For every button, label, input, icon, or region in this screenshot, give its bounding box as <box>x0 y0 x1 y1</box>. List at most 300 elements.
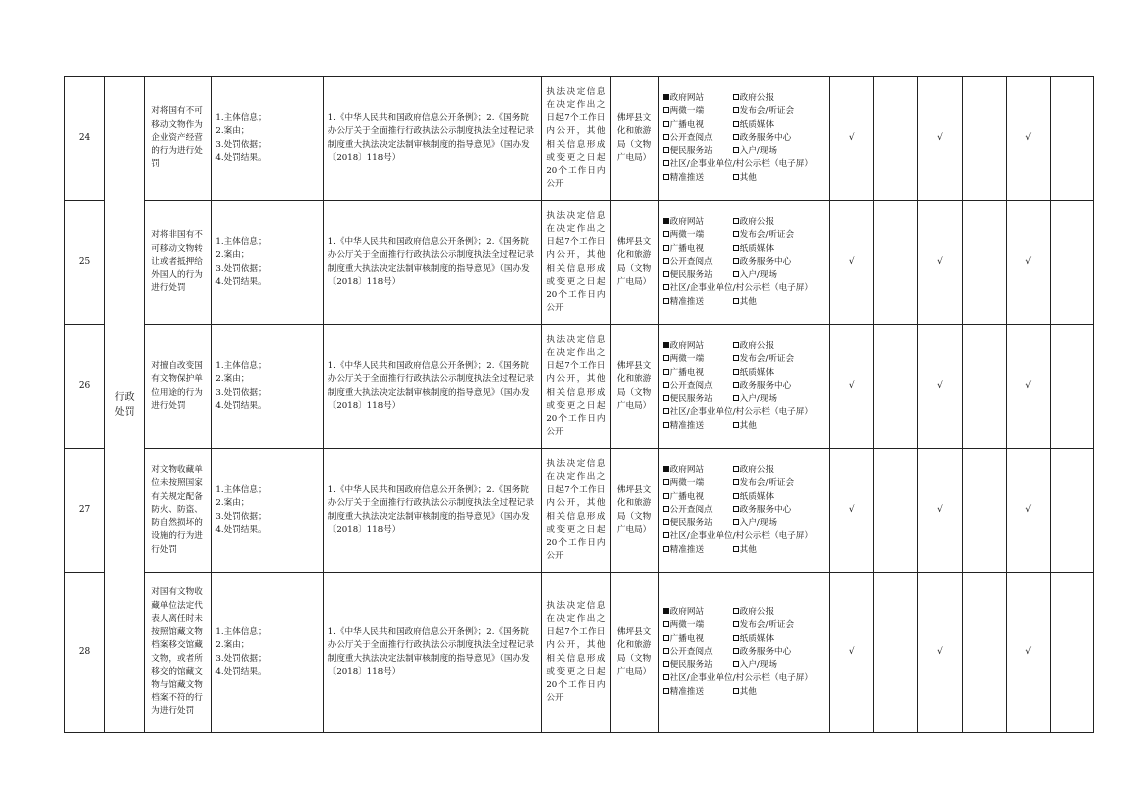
check-cell <box>1050 573 1093 733</box>
channel-line <box>663 353 828 366</box>
content-line: 3.处罚依据； <box>215 511 267 522</box>
channel-line <box>663 380 828 393</box>
channel-label: 发布会/听证会 <box>739 106 795 117</box>
channel-label: 政务服务中心 <box>739 256 792 267</box>
subject-cell: 对国有文物收藏单位法定代表人离任时未按照馆藏文物档案移交馆藏文物，或者所移交的馆藏文物与馆藏文物档案不符的行为进行处罚 <box>145 573 212 733</box>
channel-line <box>663 269 828 282</box>
channel-line <box>663 256 828 269</box>
channel-label: 政府公报 <box>739 93 775 104</box>
empty-box-icon <box>663 621 669 627</box>
table-body <box>65 77 1094 733</box>
empty-box-icon <box>733 661 739 667</box>
check-cell: √ <box>918 449 962 573</box>
channel-option <box>663 353 733 366</box>
empty-box-icon <box>733 121 739 127</box>
check-cell: √ <box>830 449 874 573</box>
table-row <box>65 325 1094 449</box>
channel-option <box>663 672 813 685</box>
channel-label: 其他 <box>739 544 757 555</box>
empty-box-icon <box>663 519 669 525</box>
empty-box-icon <box>733 134 739 140</box>
empty-box-icon <box>663 298 669 304</box>
channel-option <box>663 659 733 672</box>
channel-line <box>663 504 828 517</box>
content-line: 3.处罚依据； <box>215 263 267 274</box>
channel-label: 精准推送 <box>669 172 705 183</box>
channel-label: 发布会/听证会 <box>739 354 795 365</box>
channel-label: 入户/现场 <box>739 270 777 281</box>
check-cell <box>962 77 1006 201</box>
channel-line <box>663 659 828 672</box>
channel-line <box>663 633 828 646</box>
channel-label: 发布会/听证会 <box>739 230 795 241</box>
channel-option <box>663 119 733 132</box>
subject-cell: 对将国有不可移动文物作为企业资产经营的行为进行处罚 <box>145 77 212 201</box>
channel-cell <box>658 201 830 325</box>
channel-option <box>663 340 733 353</box>
empty-box-icon <box>733 245 739 251</box>
channel-label: 精准推送 <box>669 544 705 555</box>
channel-option <box>663 646 733 659</box>
checked-box-icon <box>663 466 669 472</box>
channel-option <box>663 393 733 406</box>
content-line: 2.案由； <box>215 126 250 137</box>
empty-box-icon <box>663 231 669 237</box>
channel-label: 政府网站 <box>669 93 705 104</box>
channel-label: 其他 <box>739 172 757 183</box>
channel-option <box>663 92 733 105</box>
channel-option <box>733 464 774 477</box>
empty-box-icon <box>733 688 739 694</box>
basis-cell: 1.《中华人民共和国政府信息公开条例》；2.《国务院办公厅关于全面推行行政执法公示制度执法全过程记录制度重大执法决定法制审核制度的指导意见》（国办发〔2018〕118号） <box>323 77 542 201</box>
content-cell <box>212 77 323 201</box>
department-cell: 佛坪县文化和旅游局（文物广电局） <box>610 201 658 325</box>
channel-option <box>733 269 777 282</box>
channel-label: 政府网站 <box>669 341 705 352</box>
channel-option <box>663 544 733 557</box>
time-limit-cell: 执法决定信息在决定作出之日起7个工作日内公开，其他相关信息形成或变更之日起20个工作日内公开 <box>542 325 610 449</box>
channel-option <box>733 367 774 380</box>
channel-option <box>663 477 733 490</box>
channel-option <box>733 477 794 490</box>
empty-box-icon <box>733 342 739 348</box>
basis-cell: 1.《中华人民共和国政府信息公开条例》；2.《国务院办公厅关于全面推行行政执法公示制度执法全过程记录制度重大执法决定法制审核制度的指导意见》（国办发〔2018〕118号） <box>323 201 542 325</box>
table-row <box>65 77 1094 201</box>
channel-label: 公开查阅点 <box>669 504 713 515</box>
channel-label: 政府公报 <box>739 465 775 476</box>
channel-option <box>733 296 757 309</box>
channel-option <box>733 172 757 185</box>
channel-label: 入户/现场 <box>739 146 777 157</box>
empty-box-icon <box>663 271 669 277</box>
channel-label: 便民服务站 <box>669 146 713 157</box>
channel-option <box>663 229 733 242</box>
row-number: 26 <box>65 325 105 449</box>
content-line: 1.主体信息； <box>215 113 267 124</box>
empty-box-icon <box>663 674 669 680</box>
channel-label: 政府公报 <box>739 341 775 352</box>
channel-label: 精准推送 <box>669 296 705 307</box>
channel-label: 入户/现场 <box>739 660 777 671</box>
check-cell: √ <box>918 325 962 449</box>
checked-box-icon <box>663 608 669 614</box>
check-cell: √ <box>1006 201 1050 325</box>
empty-box-icon <box>663 121 669 127</box>
check-cell <box>874 77 918 201</box>
empty-box-icon <box>733 608 739 614</box>
channel-option <box>733 145 777 158</box>
check-cell: √ <box>830 201 874 325</box>
empty-box-icon <box>663 493 669 499</box>
channel-label: 纸质媒体 <box>739 633 775 644</box>
check-cell <box>1050 449 1093 573</box>
department-cell: 佛坪县文化和旅游局（文物广电局） <box>610 449 658 573</box>
channel-option <box>733 119 774 132</box>
channel-label: 便民服务站 <box>669 518 713 529</box>
check-cell <box>874 201 918 325</box>
channel-label: 两微一端 <box>669 230 705 241</box>
check-cell <box>1050 325 1093 449</box>
check-cell: √ <box>918 573 962 733</box>
channel-option <box>663 367 733 380</box>
channel-option <box>733 504 792 517</box>
checked-box-icon <box>663 94 669 100</box>
channel-option <box>663 517 733 530</box>
empty-box-icon <box>663 382 669 388</box>
channel-line <box>663 216 828 229</box>
content-line: 2.案由； <box>215 498 250 509</box>
channel-label: 便民服务站 <box>669 660 713 671</box>
channel-option <box>663 269 733 282</box>
row-number: 27 <box>65 449 105 573</box>
check-cell: √ <box>1006 449 1050 573</box>
content-line: 1.主体信息； <box>215 361 267 372</box>
channel-label: 纸质媒体 <box>739 367 775 378</box>
channel-label: 政府网站 <box>669 607 705 618</box>
channel-option <box>733 216 774 229</box>
content-line: 1.主体信息； <box>215 237 267 248</box>
channel-option <box>663 606 733 619</box>
table-row <box>65 449 1094 573</box>
channel-option <box>663 380 733 393</box>
channel-line <box>663 243 828 256</box>
check-cell: √ <box>830 573 874 733</box>
empty-box-icon <box>663 107 669 113</box>
channel-label: 政府公报 <box>739 217 775 228</box>
channel-label: 社区/企事业单位/村公示栏（电子屏） <box>669 159 813 170</box>
empty-box-icon <box>663 506 669 512</box>
basis-cell: 1.《中华人民共和国政府信息公开条例》；2.《国务院办公厅关于全面推行行政执法公示制度执法全过程记录制度重大执法决定法制审核制度的指导意见》（国办发〔2018〕118号） <box>323 573 542 733</box>
empty-box-icon <box>663 147 669 153</box>
channel-option <box>663 105 733 118</box>
content-line: 1.主体信息； <box>215 485 267 496</box>
channel-line <box>663 619 828 632</box>
channel-label: 社区/企事业单位/村公示栏（电子屏） <box>669 673 813 684</box>
content-cell <box>212 325 323 449</box>
content-line: 4.处罚结果。 <box>215 666 267 677</box>
channel-label: 政务服务中心 <box>739 380 792 391</box>
channel-option <box>663 619 733 632</box>
row-number: 25 <box>65 201 105 325</box>
channel-label: 广播电视 <box>669 491 705 502</box>
empty-box-icon <box>733 519 739 525</box>
channel-label: 社区/企事业单位/村公示栏（电子屏） <box>669 283 813 294</box>
empty-box-icon <box>663 284 669 290</box>
check-cell <box>874 449 918 573</box>
content-line: 4.处罚结果。 <box>215 524 267 535</box>
channel-label: 便民服务站 <box>669 270 713 281</box>
checked-box-icon <box>663 342 669 348</box>
empty-box-icon <box>663 174 669 180</box>
channel-label: 公开查阅点 <box>669 646 713 657</box>
channel-label: 公开查阅点 <box>669 132 713 143</box>
empty-box-icon <box>663 532 669 538</box>
channel-label: 便民服务站 <box>669 394 713 405</box>
channel-line <box>663 296 828 309</box>
channel-line <box>663 172 828 185</box>
channel-option <box>663 296 733 309</box>
channel-cell <box>658 325 830 449</box>
channel-label: 社区/企事业单位/村公示栏（电子屏） <box>669 531 813 542</box>
channel-label: 其他 <box>739 420 757 431</box>
channel-label: 广播电视 <box>669 243 705 254</box>
channel-label: 其他 <box>739 686 757 697</box>
empty-box-icon <box>733 107 739 113</box>
time-limit-cell: 执法决定信息在决定作出之日起7个工作日内公开，其他相关信息形成或变更之日起20个工作日内公开 <box>542 573 610 733</box>
content-cell <box>212 449 323 573</box>
channel-option <box>733 659 777 672</box>
check-cell <box>1050 77 1093 201</box>
content-line: 2.案由； <box>215 374 250 385</box>
empty-box-icon <box>663 395 669 401</box>
channel-line <box>663 686 828 699</box>
check-cell: √ <box>1006 573 1050 733</box>
channel-option <box>733 517 777 530</box>
empty-box-icon <box>733 648 739 654</box>
channel-label: 社区/企事业单位/村公示栏（电子屏） <box>669 407 813 418</box>
channel-option <box>663 132 733 145</box>
channel-option <box>663 406 813 419</box>
empty-box-icon <box>663 422 669 428</box>
channel-option <box>733 491 774 504</box>
content-line: 3.处罚依据； <box>215 387 267 398</box>
table-row <box>65 201 1094 325</box>
channel-option <box>733 132 792 145</box>
channel-line <box>663 367 828 380</box>
check-cell <box>874 573 918 733</box>
checked-box-icon <box>663 218 669 224</box>
empty-box-icon <box>733 621 739 627</box>
channel-option <box>663 464 733 477</box>
channel-label: 精准推送 <box>669 686 705 697</box>
empty-box-icon <box>733 546 739 552</box>
channel-line <box>663 646 828 659</box>
channel-option <box>733 243 774 256</box>
empty-box-icon <box>663 688 669 694</box>
check-cell <box>962 201 1006 325</box>
time-limit-cell: 执法决定信息在决定作出之日起7个工作日内公开，其他相关信息形成或变更之日起20个工作日内公开 <box>542 77 610 201</box>
empty-box-icon <box>733 479 739 485</box>
channel-line <box>663 530 828 543</box>
channel-line <box>663 477 828 490</box>
empty-box-icon <box>733 355 739 361</box>
channel-line <box>663 420 828 433</box>
channel-option <box>733 619 794 632</box>
channel-option <box>663 686 733 699</box>
empty-box-icon <box>733 395 739 401</box>
channel-label: 两微一端 <box>669 354 705 365</box>
channel-option <box>663 491 733 504</box>
channel-cell <box>658 573 830 733</box>
channel-line <box>663 672 828 685</box>
empty-box-icon <box>663 479 669 485</box>
channel-option <box>733 105 794 118</box>
channel-option <box>663 530 813 543</box>
channel-line <box>663 606 828 619</box>
check-cell: √ <box>830 325 874 449</box>
channel-label: 广播电视 <box>669 633 705 644</box>
department-cell: 佛坪县文化和旅游局（文物广电局） <box>610 77 658 201</box>
channel-line <box>663 544 828 557</box>
basis-cell: 1.《中华人民共和国政府信息公开条例》；2.《国务院办公厅关于全面推行行政执法公示制度执法全过程记录制度重大执法决定法制审核制度的指导意见》（国办发〔2018〕118号） <box>323 325 542 449</box>
channel-option <box>733 92 774 105</box>
channel-line <box>663 340 828 353</box>
department-cell: 佛坪县文化和旅游局（文物广电局） <box>610 573 658 733</box>
empty-box-icon <box>663 369 669 375</box>
content-line: 3.处罚依据； <box>215 139 267 150</box>
empty-box-icon <box>663 408 669 414</box>
channel-line <box>663 145 828 158</box>
channel-label: 发布会/听证会 <box>739 478 795 489</box>
channel-label: 两微一端 <box>669 106 705 117</box>
channel-line <box>663 92 828 105</box>
empty-box-icon <box>733 298 739 304</box>
content-line: 4.处罚结果。 <box>215 152 267 163</box>
channel-option <box>663 420 733 433</box>
empty-box-icon <box>733 382 739 388</box>
subject-cell: 对擅自改变国有文物保护单位用途的行为进行处罚 <box>145 325 212 449</box>
subject-cell: 对将非国有不可移动文物转让或者抵押给外国人的行为进行处罚 <box>145 201 212 325</box>
check-cell: √ <box>918 77 962 201</box>
channel-label: 政府网站 <box>669 217 705 228</box>
channel-label: 广播电视 <box>669 367 705 378</box>
channel-option <box>663 145 733 158</box>
channel-cell <box>658 449 830 573</box>
empty-box-icon <box>733 231 739 237</box>
channel-label: 公开查阅点 <box>669 380 713 391</box>
empty-box-icon <box>733 218 739 224</box>
channel-label: 其他 <box>739 296 757 307</box>
channel-option <box>733 686 757 699</box>
empty-box-icon <box>733 493 739 499</box>
channel-label: 纸质媒体 <box>739 119 775 130</box>
empty-box-icon <box>733 369 739 375</box>
empty-box-icon <box>733 94 739 100</box>
channel-option <box>663 282 813 295</box>
empty-box-icon <box>663 635 669 641</box>
channel-label: 纸质媒体 <box>739 491 775 502</box>
empty-box-icon <box>663 160 669 166</box>
channel-option <box>733 353 794 366</box>
empty-box-icon <box>733 506 739 512</box>
channel-label: 两微一端 <box>669 620 705 631</box>
channel-line <box>663 406 828 419</box>
empty-box-icon <box>663 661 669 667</box>
content-line: 1.主体信息； <box>215 627 267 638</box>
channel-label: 广播电视 <box>669 119 705 130</box>
channel-option <box>733 633 774 646</box>
check-cell: √ <box>1006 77 1050 201</box>
content-cell <box>212 201 323 325</box>
channel-line <box>663 517 828 530</box>
channel-option <box>663 172 733 185</box>
empty-box-icon <box>663 648 669 654</box>
channel-option <box>663 243 733 256</box>
row-number: 28 <box>65 573 105 733</box>
channel-label: 纸质媒体 <box>739 243 775 254</box>
empty-box-icon <box>663 258 669 264</box>
check-cell <box>962 325 1006 449</box>
check-cell: √ <box>830 77 874 201</box>
empty-box-icon <box>663 134 669 140</box>
channel-line <box>663 393 828 406</box>
channel-line <box>663 119 828 132</box>
channel-line <box>663 491 828 504</box>
channel-option <box>733 393 777 406</box>
channel-label: 政务服务中心 <box>739 646 792 657</box>
disclosure-table <box>64 76 1094 733</box>
channel-option <box>733 420 757 433</box>
channel-cell <box>658 77 830 201</box>
channel-option <box>663 216 733 229</box>
channel-line <box>663 282 828 295</box>
channel-line <box>663 158 828 171</box>
time-limit-cell: 执法决定信息在决定作出之日起7个工作日内公开，其他相关信息形成或变更之日起20个工作日内公开 <box>542 449 610 573</box>
category-cell: 行政 处罚 <box>105 77 145 733</box>
channel-label: 公开查阅点 <box>669 256 713 267</box>
row-number: 24 <box>65 77 105 201</box>
channel-label: 政务服务中心 <box>739 504 792 515</box>
channel-label: 发布会/听证会 <box>739 620 795 631</box>
channel-option <box>733 380 792 393</box>
channel-line <box>663 464 828 477</box>
check-cell <box>962 449 1006 573</box>
channel-label: 入户/现场 <box>739 518 777 529</box>
subject-cell: 对文物收藏单位未按照国家有关规定配备防火、防盗、防自然损坏的设施的行为进行处罚 <box>145 449 212 573</box>
channel-line <box>663 105 828 118</box>
content-line: 3.处罚依据； <box>215 653 267 664</box>
channel-line <box>663 132 828 145</box>
check-cell <box>962 573 1006 733</box>
check-cell <box>1050 201 1093 325</box>
empty-box-icon <box>733 174 739 180</box>
channel-option <box>663 256 733 269</box>
empty-box-icon <box>663 355 669 361</box>
empty-box-icon <box>733 147 739 153</box>
empty-box-icon <box>663 546 669 552</box>
table-row <box>65 573 1094 733</box>
content-line: 2.案由； <box>215 250 250 261</box>
check-cell: √ <box>918 201 962 325</box>
department-cell: 佛坪县文化和旅游局（文物广电局） <box>610 325 658 449</box>
content-cell <box>212 573 323 733</box>
channel-option <box>733 606 774 619</box>
content-line: 4.处罚结果。 <box>215 276 267 287</box>
channel-label: 政务服务中心 <box>739 132 792 143</box>
channel-option <box>733 229 794 242</box>
channel-label: 两微一端 <box>669 478 705 489</box>
channel-option <box>733 646 792 659</box>
